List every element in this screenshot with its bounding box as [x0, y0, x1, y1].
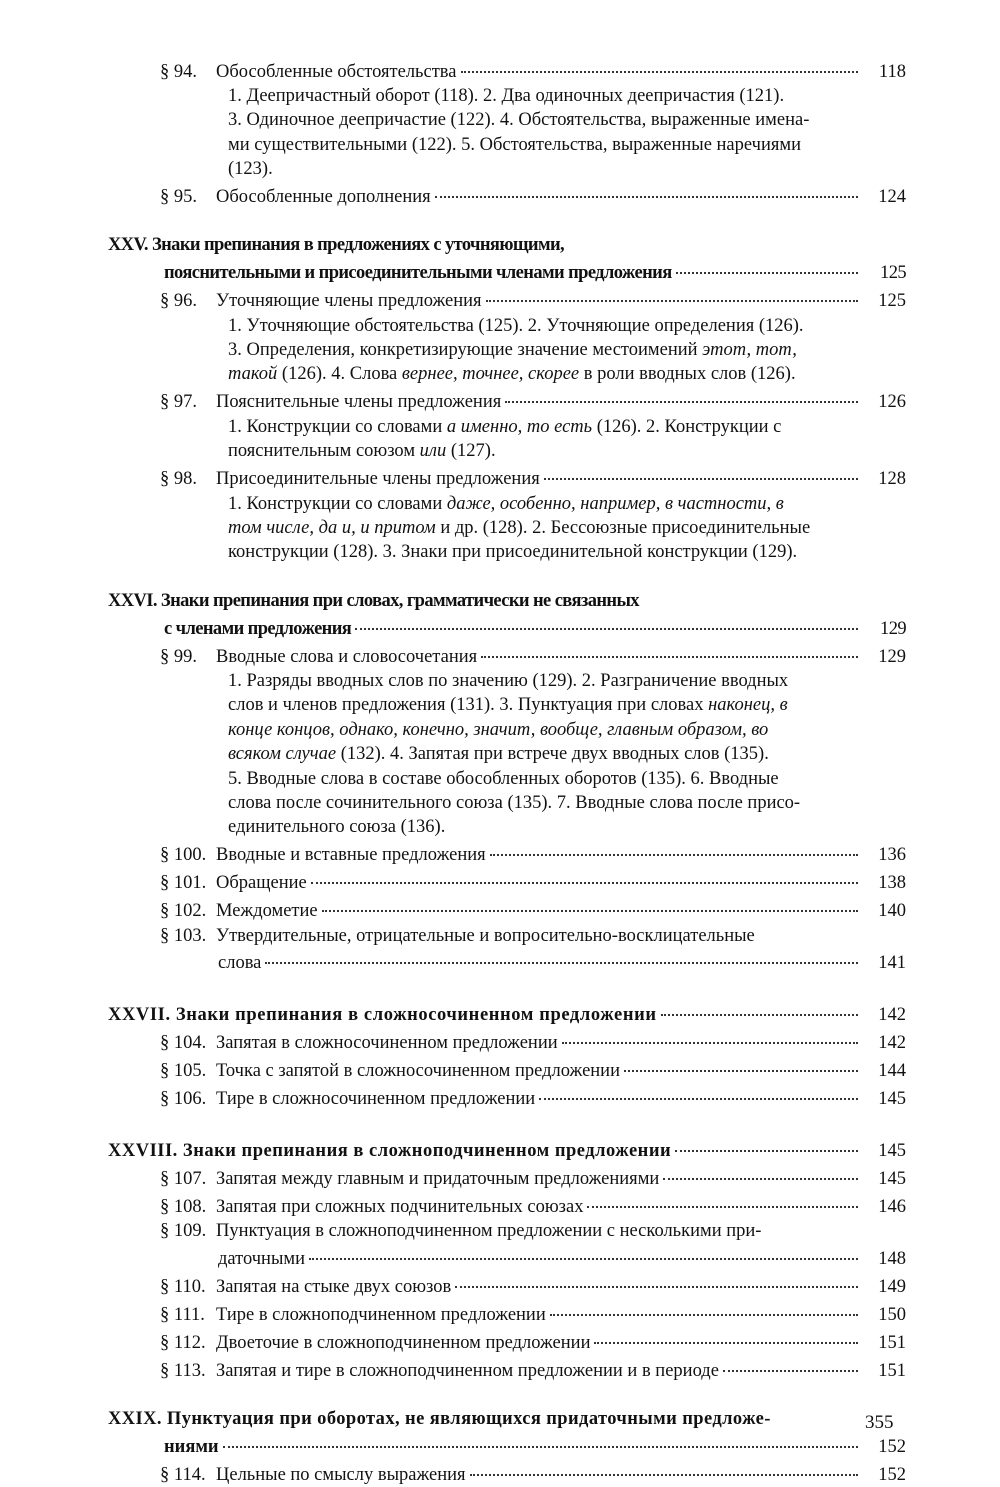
chapter-27-heading: XXVII. Знаки препинания в сложносочиненном предложении 142: [108, 1000, 906, 1028]
chapter-29-heading: XXIX. Пунктуация при оборотах, не являющихся придаточными предложе-: [108, 1409, 771, 1430]
chapter-26-heading-cont: с членами предложения 129: [108, 613, 906, 641]
toc-entry-103: § 103. Утвердительные, отрицательные и вопросительно-восклицательные: [160, 925, 755, 946]
toc-entry-102: § 102. Междометие 140: [108, 896, 906, 924]
toc-entry-98: § 98. Присоединительные члены предложения 128: [108, 464, 906, 492]
section-description: 1. Конструкции со словами даже, особенно, например, в частности, в том числе, да и, и притом и др. (128). 2. Бессоюзные присоединительные конструкции (128). 3. Знаки при присоединительной конструкции (129).: [228, 493, 811, 563]
toc-entry-103-cont: слова 141: [108, 948, 906, 976]
toc-entry-113: § 113. Запятая и тире в сложноподчиненном предложении и в периоде 151: [108, 1355, 906, 1383]
toc-entry-101: § 101. Обращение 138: [108, 868, 906, 896]
toc-entry-108: § 108. Запятая при сложных подчинительных союзах 146: [108, 1191, 906, 1219]
chapter-28-heading: XXVIII. Знаки препинания в сложноподчиненном предложении 145: [108, 1135, 906, 1163]
toc-entry-97: § 97. Пояснительные члены предложения 126: [108, 387, 906, 415]
chapter-25-heading-cont: пояснительными и присоединительными членами предложения 125: [108, 258, 906, 286]
toc-entry-100: § 100. Вводные и вставные предложения 136: [108, 840, 906, 868]
toc-entry-99: § 99. Вводные слова и словосочетания 129: [108, 641, 906, 669]
toc-entry-109: § 109. Пунктуация в сложноподчиненном предложении с несколькими при-: [160, 1221, 762, 1242]
section-title: Обособленные обстоятельства: [216, 61, 457, 82]
toc-entry-112: § 112. Двоеточие в сложноподчиненном предложении 151: [108, 1327, 906, 1355]
section-number: § 94.: [160, 61, 197, 82]
page-number: 118: [878, 61, 906, 82]
toc-entry-105: § 105. Точка с запятой в сложносочиненном предложении 144: [108, 1056, 906, 1084]
chapter-25-heading: XXV. Знаки препинания в предложениях с уточняющими,: [108, 235, 565, 256]
toc-entry-110: § 110. Запятая на стыке двух союзов 149: [108, 1271, 906, 1299]
dot-leader: [461, 52, 859, 73]
toc-entry-106: § 106. Тире в сложносочиненном предложении 145: [108, 1084, 906, 1112]
toc-entry-109-cont: даточными 148: [108, 1244, 906, 1272]
chapter-29-heading-cont: ниями 152: [108, 1432, 906, 1460]
toc-entry-111: § 111. Тире в сложноподчиненном предложении 150: [108, 1299, 906, 1327]
toc-entry-94: [108, 56, 906, 84]
section-description: 1. Деепричастный оборот (118). 2. Два одиночных деепричастия (121). 3. Одиночное деепричастие (122). 4. Обстоятельства, выраженные имена- ми существительными (122). 5. Обстоятельства, выраженные наречиями (123).: [228, 85, 810, 180]
section-description: 1. Уточняющие обстоятельства (125). 2. Уточняющие определения (126). 3. Определения, конкретизирующие значение местоимений этот, тот, такой (126). 4. Слова вернее, точнее, скорее в роли вводных слов (126).: [228, 315, 804, 385]
toc-entry-104: § 104. Запятая в сложносочиненном предложении 142: [108, 1028, 906, 1056]
toc-entry-114: § 114. Цельные по смыслу выражения 152: [108, 1459, 906, 1487]
toc-entry-107: § 107. Запятая между главным и придаточным предложениями 145: [108, 1163, 906, 1191]
chapter-26-heading: XXVI. Знаки препинания при словах, грамматически не связанных: [108, 590, 639, 611]
section-description: 1. Разряды вводных слов по значению (129). 2. Разграничение вводных слов и членов предложения (131). 3. Пунктуация при словах наконец, в конце концов, однако, конечно, значит, вообще, главным образом, во всяком случае (132). 4. Запятая при встрече двух вводных слов (135). 5. Вводные слова в составе обособленных оборотов (135). 6. Вводные слова после сочинительного союза (135). 7. Вводные слова после присо- единительного союза (136).: [228, 670, 801, 838]
toc-entry-96: § 96. Уточняющие члены предложения 125: [108, 286, 906, 314]
section-description: 1. Конструкции со словами а именно, то есть (126). 2. Конструкции с пояснительным союзом или (127).: [228, 416, 782, 462]
table-of-contents: [108, 56, 906, 1487]
toc-entry-95: § 95. Обособленные дополнения 124: [108, 182, 906, 210]
page-folio: 355: [865, 1412, 894, 1433]
